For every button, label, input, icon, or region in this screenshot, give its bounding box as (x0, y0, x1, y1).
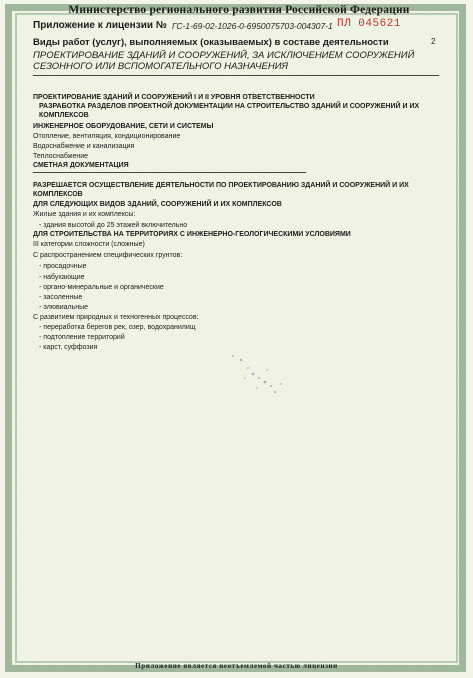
footer-note: Приложение является неотъемлемой частью лицензии (135, 662, 338, 670)
section2-residential: Жилые здания и их комплексы: (33, 211, 136, 218)
section2-soils-heading: С распространением специфических грунтов: (33, 252, 183, 259)
section2-residential-item: - здания высотой до 25 этажей включительно (39, 222, 188, 229)
section1-sub-water: Водоснабжение и канализация (33, 143, 135, 150)
section1-item-engineering: ИНЖЕНЕРНОЕ ОБОРУДОВАНИЕ, СЕТИ И СИСТЕМЫ (33, 123, 214, 130)
section2-territory-heading: ДЛЯ СТРОИТЕЛЬСТВА НА ТЕРРИТОРИЯХ С ИНЖЕНЕРНО-ГЕОЛОГИЧЕСКИМИ УСЛОВИЯМИ (33, 231, 351, 238)
list-item: - просадочные (39, 263, 87, 270)
works-title: Виды работ (услуг), выполняемых (оказываемых) в составе деятельности (33, 37, 389, 48)
page-number: 2 (431, 37, 436, 46)
list-item: - набухающие (39, 274, 85, 281)
section1-item-design: РАЗРАБОТКА РАЗДЕЛОВ ПРОЕКТНОЙ ДОКУМЕНТАЦИИ НА СТРОИТЕЛЬСТВО ЗДАНИЙ И СООРУЖЕНИЙ И ИХ КОМПЛЕКСОВ (39, 103, 420, 119)
list-item: - подтопление территорий (39, 334, 125, 341)
section1-item-estimates: СМЕТНАЯ ДОКУМЕНТАЦИЯ (33, 162, 129, 169)
section1-heading: ПРОЕКТИРОВАНИЕ ЗДАНИЙ И СООРУЖЕНИЙ I И II УРОВНЯ ОТВЕТСТВЕННОСТИ (33, 94, 315, 101)
divider (33, 172, 306, 173)
section1-sub-heat-supply: Теплоснабжение (33, 153, 89, 160)
list-item: - элювиальные (39, 304, 89, 311)
ministry-title: Министерство регионального развития Российской Федерации (68, 4, 410, 16)
activity-scope: ПРОЕКТИРОВАНИЕ ЗДАНИЙ И СООРУЖЕНИЙ, ЗА ИСКЛЮЧЕНИЕМ СООРУЖЕНИЙ СЕЗОННОГО ИЛИ ВСПОМОГАТЕЛЬНОГО НАЗНАЧЕНИЯ (33, 50, 415, 72)
section2-complexity: III категории сложности (сложные) (33, 241, 145, 248)
list-item: - органо-минеральные и органические (39, 284, 164, 291)
list-item: - засоленные (39, 294, 83, 301)
list-item: - карст, суффозия (39, 344, 98, 351)
series-number: ПЛ 045621 (337, 18, 401, 30)
section2-permit: РАЗРЕШАЕТСЯ ОСУЩЕСТВЛЕНИЕ ДЕЯТЕЛЬНОСТИ ПО ПРОЕКТИРОВАНИЮ ЗДАНИЙ И СООРУЖЕНИЙ И ИХ КОМПЛЕКСОВ (33, 182, 409, 198)
appendix-label: Приложение к лицензии № (33, 20, 167, 31)
section1-sub-heating: Отопление, вентиляция, кондиционирование (33, 133, 181, 140)
section2-types-heading: ДЛЯ СЛЕДУЮЩИХ ВИДОВ ЗДАНИЙ, СООРУЖЕНИЙ И ИХ КОМПЛЕКСОВ (33, 201, 282, 208)
divider (33, 75, 439, 76)
license-number: ГС-1-69-02-1026-0-6950075703-004307-1 (172, 21, 333, 31)
section2-processes-heading: С развитием природных и техногенных процессов: (33, 314, 199, 321)
list-item: - переработка берегов рек, озер, водохранилищ (39, 324, 196, 331)
faint-ink-mark (223, 348, 293, 408)
